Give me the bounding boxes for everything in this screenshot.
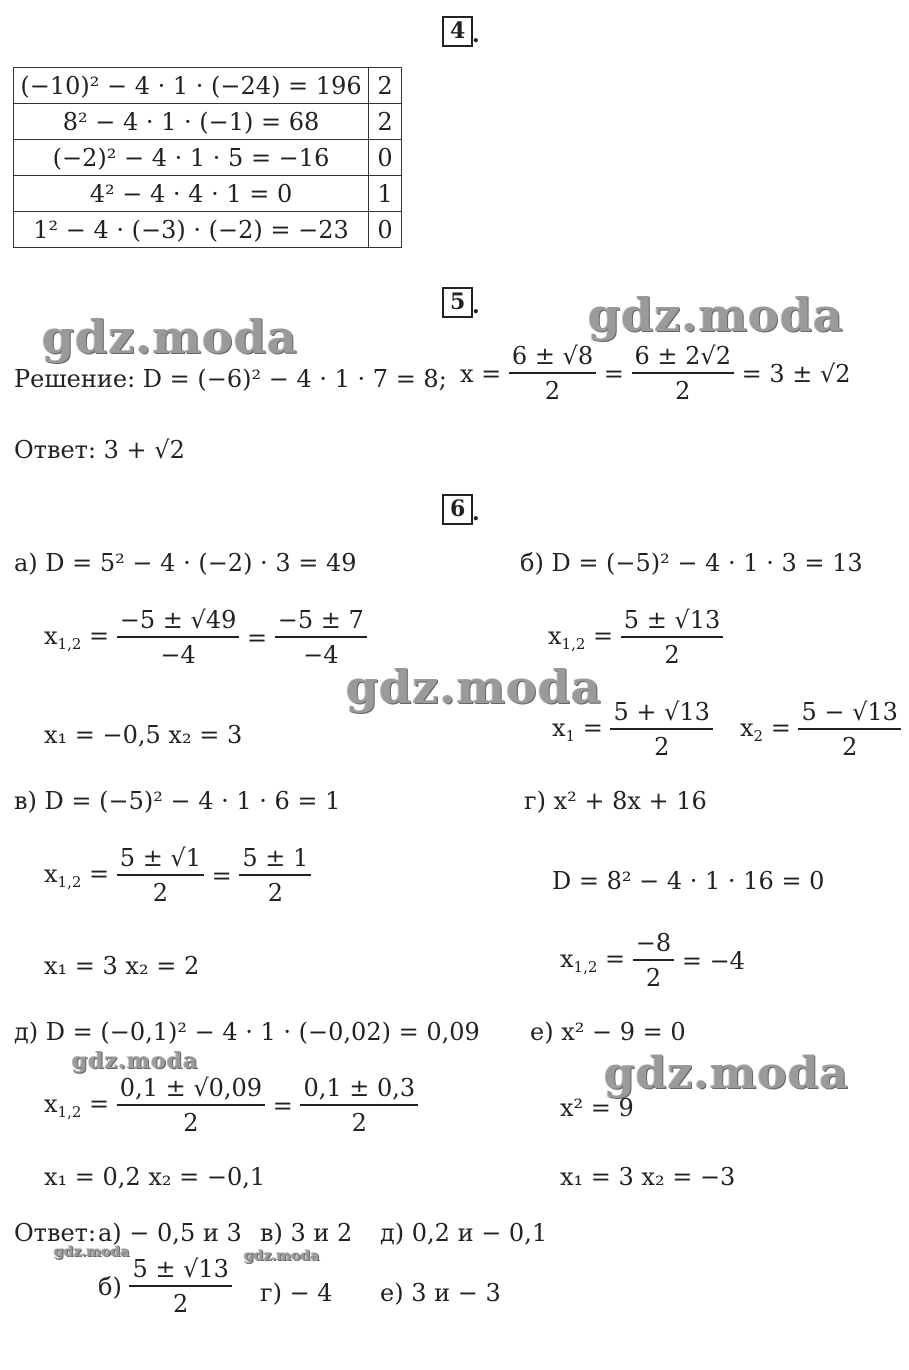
table-row xyxy=(14,212,402,248)
p6b-root-1: $x_1$ = $\frac{5 + √13}{2}$ xyxy=(552,700,713,760)
p5-x-label: x = xyxy=(460,360,502,389)
watermark: gdz.moda xyxy=(604,1048,850,1099)
fraction-numerator: 5 + √13 xyxy=(610,700,712,730)
p6-answer-d: д) 0,2 и − 0,1 xyxy=(380,1219,548,1247)
p6e-equation: е) x² − 9 = 0 xyxy=(530,1018,686,1046)
p6b-discriminant: б) D = (−5)² − 4 · 1 · 3 = 13 xyxy=(520,549,863,577)
table-cell-expression: (−2)² − 4 · 1 · 5 = −16 xyxy=(14,140,369,176)
table-row xyxy=(14,68,402,104)
fraction-denominator: 2 xyxy=(645,964,662,993)
table-cell-roots: 2 xyxy=(369,68,402,104)
fraction-numerator: 6 ± 2√2 xyxy=(632,344,734,374)
p6d-discriminant: д) D = (−0,1)² − 4 · 1 · (−0,02) = 0,09 xyxy=(14,1018,480,1046)
fraction-denominator: −4 xyxy=(303,641,339,670)
problem-6-dot: . xyxy=(472,500,480,526)
fraction-denominator: 2 xyxy=(664,641,680,670)
table-cell-roots: 1 xyxy=(369,176,402,212)
problem-6-number: 6 xyxy=(442,494,473,525)
p6c-roots: x₁ = 3 x₂ = 2 xyxy=(44,952,200,980)
p6-answer-c: в) 3 и 2 xyxy=(260,1219,353,1247)
fraction-denominator: 2 xyxy=(152,879,169,908)
watermark: gdz.moda xyxy=(54,1244,130,1260)
p6-answer-b: б) $\frac{5 \pm √13}{2}$ xyxy=(98,1257,232,1317)
problem-4-number: 4 xyxy=(442,16,473,47)
table-cell-expression: (−10)² − 4 · 1 · (−24) = 196 xyxy=(14,68,369,104)
fraction-denominator: 2 xyxy=(183,1109,199,1138)
p6e-roots: x₁ = 3 x₂ = −3 xyxy=(560,1163,736,1191)
fraction-numerator: 0,1 ± √0,09 xyxy=(117,1076,265,1106)
table-row xyxy=(14,140,402,176)
fraction-denominator: 2 xyxy=(351,1109,367,1138)
p6g-equation: г) x² + 8x + 16 xyxy=(524,787,707,815)
watermark: gdz.moda xyxy=(72,1048,199,1074)
p6a-roots-formula: $x_{1,2}$ = $\frac{-5 \pm √49}{-4}$ = $\frac{-5 \pm 7}{-4}$ xyxy=(44,608,367,668)
equals-sign: = xyxy=(603,360,624,389)
table-cell-roots: 0 xyxy=(369,212,402,248)
table-row xyxy=(14,176,402,212)
p6d-roots-formula: $x_{1,2}$ = $\frac{0,1 \pm √0,09}{2}$ = $\frac{0,1 \pm 0,3}{2}$ xyxy=(44,1076,418,1136)
table-cell-expression: 4² − 4 · 4 · 1 = 0 xyxy=(14,176,369,212)
table-cell-expression: 1² − 4 · (−3) · (−2) = −23 xyxy=(14,212,369,248)
fraction-numerator: 5 ± √13 xyxy=(129,1257,231,1287)
p5-result: = 3 ± √2 xyxy=(741,360,851,389)
p6a-discriminant: а) D = 5² − 4 · (−2) · 3 = 49 xyxy=(14,549,357,577)
fraction-denominator: 2 xyxy=(842,733,858,762)
p5-solution: Решение: D = (−6)² − 4 · 1 · 7 = 8; xyxy=(14,365,447,393)
fraction-numerator: 0,1 ± 0,3 xyxy=(300,1076,418,1106)
fraction-denominator: 2 xyxy=(675,377,691,406)
fraction-denominator: 2 xyxy=(173,1290,189,1319)
fraction-numerator: −5 ± 7 xyxy=(275,608,367,638)
watermark: gdz.moda xyxy=(588,288,844,342)
p6g-discriminant: D = 8² − 4 · 1 · 16 = 0 xyxy=(552,867,825,895)
p5-roots-formula xyxy=(460,344,851,404)
watermark: gdz.moda xyxy=(346,660,602,714)
p6a-roots: x₁ = −0,5 x₂ = 3 xyxy=(44,721,243,749)
problem-5-dot: . xyxy=(472,293,480,319)
p5-answer: Ответ: 3 + √2 xyxy=(14,436,185,464)
p6e-square: x² = 9 xyxy=(560,1094,634,1122)
problem-4-dot: . xyxy=(472,22,480,48)
p6g-root: $x_{1,2}$ = $\frac{-8}{2}$ = −4 xyxy=(560,929,745,993)
fraction-numerator: 5 − √13 xyxy=(798,700,900,730)
fraction-denominator: 2 xyxy=(654,733,670,762)
p6-answer-e: е) 3 и − 3 xyxy=(380,1279,501,1307)
fraction-numerator: −8 xyxy=(633,931,674,961)
fraction-numerator: 5 ± √1 xyxy=(117,846,204,876)
fraction-denominator: 2 xyxy=(544,377,561,406)
p6-answer-g: г) − 4 xyxy=(260,1279,333,1307)
table-cell-roots: 2 xyxy=(369,104,402,140)
table-cell-roots: 0 xyxy=(369,140,402,176)
p6-answer-a: а) − 0,5 и 3 xyxy=(98,1219,242,1247)
p6b-roots-formula: $x_{1,2}$ = $\frac{5 \pm √13}{2}$ xyxy=(548,608,723,668)
problem-5-number: 5 xyxy=(442,287,473,318)
fraction-denominator: −4 xyxy=(160,641,196,670)
fraction-numerator: 5 ± √13 xyxy=(621,608,723,638)
table-row xyxy=(14,104,402,140)
p6d-roots: x₁ = 0,2 x₂ = −0,1 xyxy=(44,1163,266,1191)
watermark: gdz.moda xyxy=(244,1248,320,1264)
watermark: gdz.moda xyxy=(42,310,298,364)
p6c-discriminant: в) D = (−5)² − 4 · 1 · 6 = 1 xyxy=(14,787,341,815)
p6b-root-2: $x_2$ = $\frac{5 - √13}{2}$ xyxy=(740,700,901,760)
fraction-numerator: −5 ± √49 xyxy=(117,608,240,638)
table-cell-expression: 8² − 4 · 1 · (−1) = 68 xyxy=(14,104,369,140)
p6c-roots-formula: $x_{1,2}$ = $\frac{5 \pm √1}{2}$ = $\frac{5 \pm 1}{2}$ xyxy=(44,846,311,906)
fraction-numerator: 6 ± √8 xyxy=(509,344,596,374)
discriminant-table xyxy=(13,67,402,248)
p6-answer-label: Ответ: xyxy=(14,1219,97,1247)
fraction-numerator: 5 ± 1 xyxy=(239,846,311,876)
fraction-denominator: 2 xyxy=(267,879,283,908)
